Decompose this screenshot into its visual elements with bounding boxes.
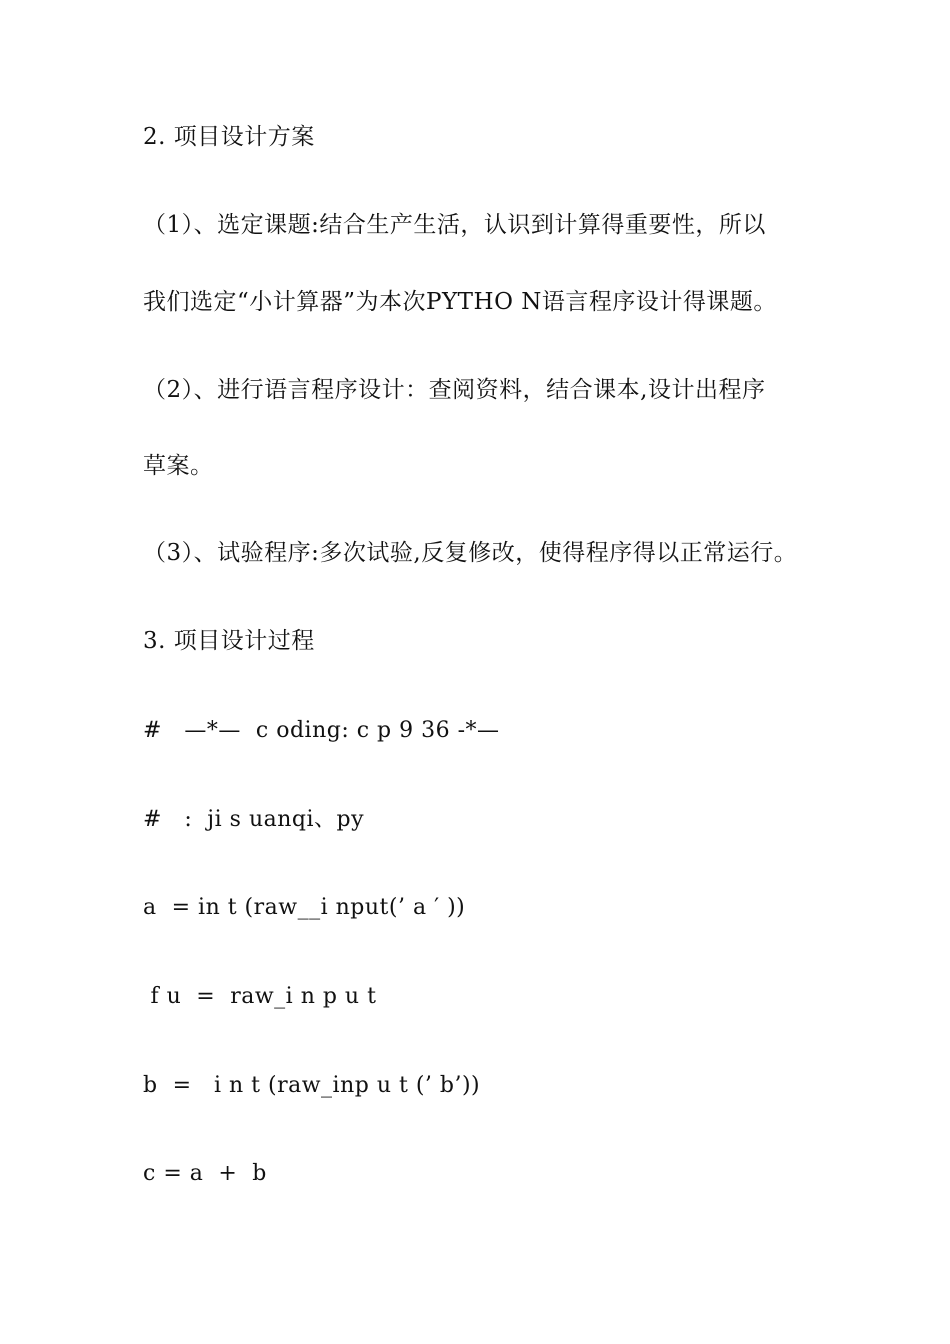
step-2-text-line-2: 草案。 xyxy=(143,453,214,479)
code-line-input-a: a = in t (raw__i nput(’ a ′ )) xyxy=(143,895,466,920)
step-1-text-line-2: 我们选定“小计算器”为本次PYTHO N语言程序设计得课题。 xyxy=(143,289,777,315)
step-3-text: （3）、试验程序:多次试验,反复修改，使得程序得以正常运行。 xyxy=(143,540,798,566)
step-2-text-line-1: （2）、进行语言程序设计：查阅资料，结合课本,设计出程序 xyxy=(143,377,766,403)
section-heading-design-plan: 2. 项目设计方案 xyxy=(143,124,315,150)
code-line-filename-comment: # : ji s uanqi、py xyxy=(143,807,365,832)
code-line-input-b: b = i n t (raw_inp u t (’ b’)) xyxy=(143,1073,481,1098)
step-1-text-line-1: （1）、选定课题:结合生产生活，认识到计算得重要性，所以 xyxy=(143,212,766,238)
code-line-coding-comment: # —*— c oding: c p 9 36 -*— xyxy=(143,718,500,743)
code-line-sum: c = a + b xyxy=(143,1161,267,1186)
code-line-input-fu: f u = raw_i n p u t xyxy=(143,984,377,1009)
section-heading-design-process: 3. 项目设计过程 xyxy=(143,628,315,654)
